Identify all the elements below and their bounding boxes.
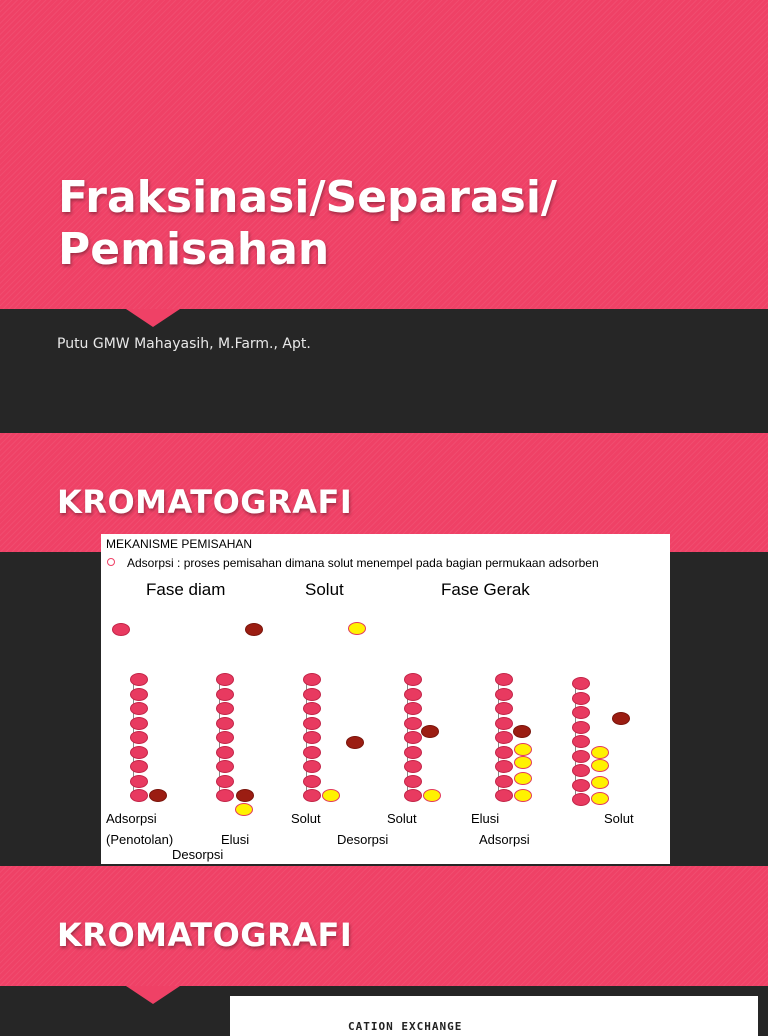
column-6-mobile-bead: [591, 776, 609, 789]
mechanism-figure: [101, 534, 670, 864]
column-6-stationary-bead: [572, 735, 590, 748]
column-6-stationary-bead: [572, 692, 590, 705]
column-4-stationary-bead: [404, 688, 422, 701]
column-5-mobile-bead: [514, 756, 532, 769]
caption-solut-1: Solut: [291, 811, 321, 826]
section-heading: KROMATOGRAFI: [57, 483, 353, 521]
column-5-stationary-bead: [495, 688, 513, 701]
slide-author: Putu GMW Mahayasih, M.Farm., Apt.: [57, 336, 311, 352]
column-6-mobile-bead: [591, 792, 609, 805]
banner-notch: [126, 309, 180, 327]
column-2-stationary-bead: [216, 673, 234, 686]
column-4-stationary-bead: [404, 746, 422, 759]
column-5-stationary-bead: [495, 673, 513, 686]
column-5-stationary-bead: [495, 731, 513, 744]
column-6-mobile-bead: [591, 746, 609, 759]
column-5-stationary-bead: [495, 717, 513, 730]
caption-solut-3: Solut: [604, 811, 634, 826]
column-5-stationary-bead: [495, 775, 513, 788]
column-4-stationary-bead: [404, 775, 422, 788]
column-2-stationary-bead: [216, 746, 234, 759]
figure-bullet-text: Adsorpsi : proses pemisahan dimana solut menempel pada bagian permukaan adsorben: [127, 556, 599, 570]
legend-stationary-bead: [112, 623, 130, 636]
column-3-stationary-bead: [303, 717, 321, 730]
caption-penotolan: (Penotolan): [106, 832, 174, 847]
column-1-stationary-bead: [130, 775, 148, 788]
caption-solut-2: Solut: [387, 811, 417, 826]
column-5-stationary-bead: [495, 702, 513, 715]
column-2-stationary-bead: [216, 717, 234, 730]
caption-desorpsi-1: Desorpsi: [172, 847, 224, 862]
column-3-stationary-bead: [303, 688, 321, 701]
bullet-circle-icon: [107, 558, 115, 566]
column-2-stationary-bead: [216, 789, 234, 802]
header-fase-diam: Fase diam: [146, 580, 226, 599]
column-1-solute-bead: [149, 789, 167, 802]
column-1-stationary-bead: [130, 731, 148, 744]
caption-adsorpsi-2: Adsorpsi: [479, 832, 530, 847]
column-3-stationary-bead: [303, 731, 321, 744]
column-3-mobile-bead: [322, 789, 340, 802]
column-5-stationary-bead: [495, 746, 513, 759]
column-2-stationary-bead: [216, 731, 234, 744]
column-3-stationary-bead: [303, 673, 321, 686]
header-fase-gerak: Fase Gerak: [441, 580, 530, 599]
column-6-stationary-bead: [572, 750, 590, 763]
column-4-solute-bead: [421, 725, 439, 738]
column-5-mobile-bead: [514, 772, 532, 785]
column-1-stationary-bead: [130, 760, 148, 773]
column-4-stationary-bead: [404, 702, 422, 715]
column-2-stationary-bead: [216, 702, 234, 715]
column-1-stationary-bead: [130, 688, 148, 701]
column-1-stationary-bead: [130, 673, 148, 686]
column-2-stationary-bead: [216, 775, 234, 788]
figure-section-title: MEKANISME PEMISAHAN: [106, 537, 253, 551]
column-3-stationary-bead: [303, 702, 321, 715]
caption-elusi-2: Elusi: [471, 811, 500, 826]
column-1-stationary-bead: [130, 789, 148, 802]
column-6-solute-bead: [612, 712, 630, 725]
column-1-stationary-bead: [130, 702, 148, 715]
column-6-stationary-bead: [572, 793, 590, 806]
column-5-solute-bead: [513, 725, 531, 738]
legend-solute-bead: [245, 623, 263, 636]
column-5-mobile-bead: [514, 743, 532, 756]
column-4-mobile-bead: [423, 789, 441, 802]
header-solut: Solut: [305, 580, 344, 599]
column-2-stationary-bead: [216, 760, 234, 773]
column-3-solute-bead: [346, 736, 364, 749]
column-5-stationary-bead: [495, 760, 513, 773]
author-band: [0, 309, 768, 433]
slide-title: Fraksinasi/Separasi/ Pemisahan: [58, 172, 557, 275]
column-6-stationary-bead: [572, 706, 590, 719]
column-6-mobile-bead: [591, 759, 609, 772]
column-2-stationary-bead: [216, 688, 234, 701]
column-4-stationary-bead: [404, 717, 422, 730]
column-2-solute-bead: [236, 789, 254, 802]
column-4-stationary-bead: [404, 731, 422, 744]
column-6-stationary-bead: [572, 677, 590, 690]
column-3-stationary-bead: [303, 760, 321, 773]
column-5-stationary-bead: [495, 789, 513, 802]
column-3-stationary-bead: [303, 789, 321, 802]
column-4-stationary-bead: [404, 789, 422, 802]
column-5-mobile-bead: [514, 789, 532, 802]
caption-adsorpsi: Adsorpsi: [106, 811, 157, 826]
column-1-stationary-bead: [130, 717, 148, 730]
section-heading-2: KROMATOGRAFI: [57, 916, 353, 954]
column-6-stationary-bead: [572, 721, 590, 734]
column-2-mobile-bead: [235, 803, 253, 816]
column-1-stationary-bead: [130, 746, 148, 759]
slide-image-text: CATION EXCHANGE: [348, 1020, 463, 1033]
column-3-stationary-bead: [303, 746, 321, 759]
column-4-stationary-bead: [404, 760, 422, 773]
caption-desorpsi-2: Desorpsi: [337, 832, 389, 847]
slide-image: [230, 996, 758, 1036]
column-6-stationary-bead: [572, 779, 590, 792]
caption-elusi-1: Elusi: [221, 832, 250, 847]
legend-mobile-bead: [348, 622, 366, 635]
column-6-stationary-bead: [572, 764, 590, 777]
column-4-stationary-bead: [404, 673, 422, 686]
column-3-stationary-bead: [303, 775, 321, 788]
banner-notch-2: [126, 986, 180, 1004]
